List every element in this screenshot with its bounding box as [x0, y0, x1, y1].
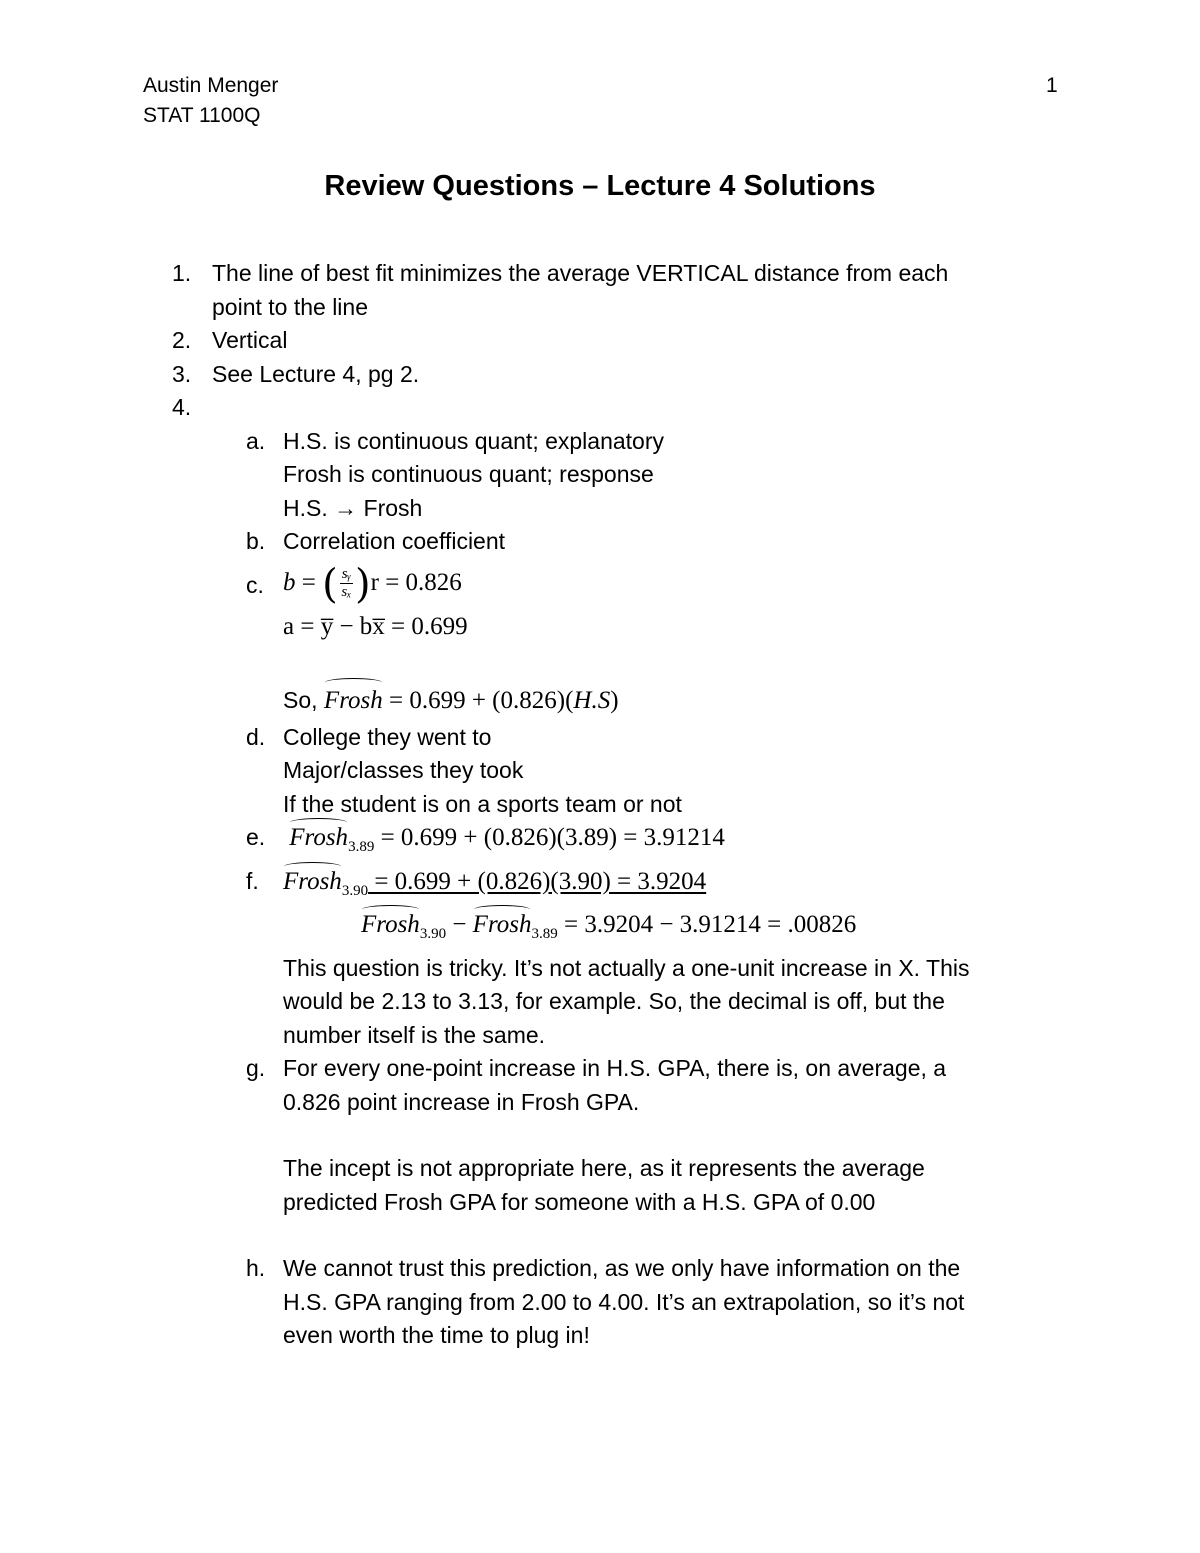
answer-text: The line of best fit minimizes the average VERTICAL distance from each — [212, 260, 949, 286]
part-text: College they went to — [283, 723, 492, 750]
part-text: This question is tricky. It’s not actually a one-unit increase in X. This — [283, 954, 970, 981]
part-h — [172, 1252, 1072, 1353]
sd-ratio: $\frac{\text{sᵧ}}{\text{sₓ}}$ — [341, 566, 352, 601]
answer-number: 3. — [172, 360, 192, 387]
answer-2 — [172, 324, 1072, 358]
part-a — [172, 425, 1072, 526]
part-text: would be 2.13 to 3.13, for example. So, the decimal is off, but the — [283, 988, 945, 1014]
part-label: b. — [246, 528, 266, 554]
page-title: Review Questions – Lecture 4 Solutions — [324, 170, 876, 202]
part-text: Frosh is continuous quant; response — [283, 461, 654, 487]
header-author: Austin Menger — [143, 74, 279, 97]
answer-4 — [172, 391, 1072, 425]
answer-text: See Lecture 4, pg 2. — [212, 360, 420, 387]
answer-number: 2. — [172, 327, 192, 353]
part-text: number itself is the same. — [283, 1021, 546, 1048]
part-f — [172, 865, 1072, 1053]
answer-text: point to the line — [212, 293, 369, 320]
answer-3 — [172, 358, 1072, 392]
answer-number: 1. — [172, 260, 192, 286]
part-b — [172, 525, 1072, 559]
part-text: Correlation coefficient — [283, 528, 506, 554]
part-label: a. — [246, 427, 266, 454]
part-text: Major/classes they took — [283, 757, 524, 783]
answer-list — [172, 257, 1072, 1353]
prediction-difference: Frosh$_{3.90}$ − Frosh$_{3.89}$ = 3.9204 − 3.91214 = .00826 — [283, 908, 1072, 952]
part-label: g. — [246, 1055, 266, 1081]
part-label: e. — [246, 824, 266, 850]
part-text: predicted Frosh GPA for someone with a H.S. GPA of 0.00 — [283, 1188, 876, 1215]
arrow-icon: → — [334, 494, 358, 521]
part-text: The incept is not appropriate here, as it represents the average — [283, 1155, 925, 1181]
regression-equation: So, Frosh = 0.699 + (0.826)(H.S) — [283, 680, 1072, 721]
part-e — [172, 821, 1072, 865]
part-text: We cannot trust this prediction, as we only have information on the — [283, 1255, 961, 1281]
slope-formula: b = ( $\frac{\text{sᵧ}}{\text{sₓ}}$ )r = 0.826 — [283, 560, 462, 607]
header-course: STAT 1100Q — [143, 104, 261, 127]
part-label: c. — [246, 571, 264, 598]
part-label: h. — [246, 1255, 266, 1281]
prediction-389: Frosh$_{3.89}$ = 0.699 + (0.826)(3.89) = 3.91214 — [283, 821, 1072, 865]
part-c — [172, 559, 1072, 721]
answer-1 — [172, 257, 1072, 324]
header-page-number: 1 — [1046, 74, 1058, 97]
intercept-formula: a = y̅ − bx̅ = 0.699 — [283, 612, 468, 640]
part-text: For every one-point increase in H.S. GPA, there is, on average, a — [283, 1055, 947, 1081]
prediction-390: Frosh$_{3.90}$ = 0.699 + (0.826)(3.90) = 3.9204 — [283, 865, 1072, 909]
part-g — [172, 1052, 1072, 1252]
part-d — [172, 721, 1072, 822]
part-label: d. — [246, 723, 266, 750]
answer-number: 4. — [172, 394, 192, 420]
part-label: f. — [246, 867, 259, 894]
part-text: even worth the time to plug in! — [283, 1322, 590, 1348]
part-text: H.S. is continuous quant; explanatory — [283, 427, 665, 454]
part-text: H.S. GPA ranging from 2.00 to 4.00. It’s an extrapolation, so it’s not — [283, 1288, 965, 1315]
part-text: H.S. → Frosh — [283, 494, 423, 521]
answer-text: Vertical — [212, 327, 288, 353]
part-text: 0.826 point increase in Frosh GPA. — [283, 1088, 640, 1115]
part-text: If the student is on a sports team or not — [283, 790, 682, 817]
